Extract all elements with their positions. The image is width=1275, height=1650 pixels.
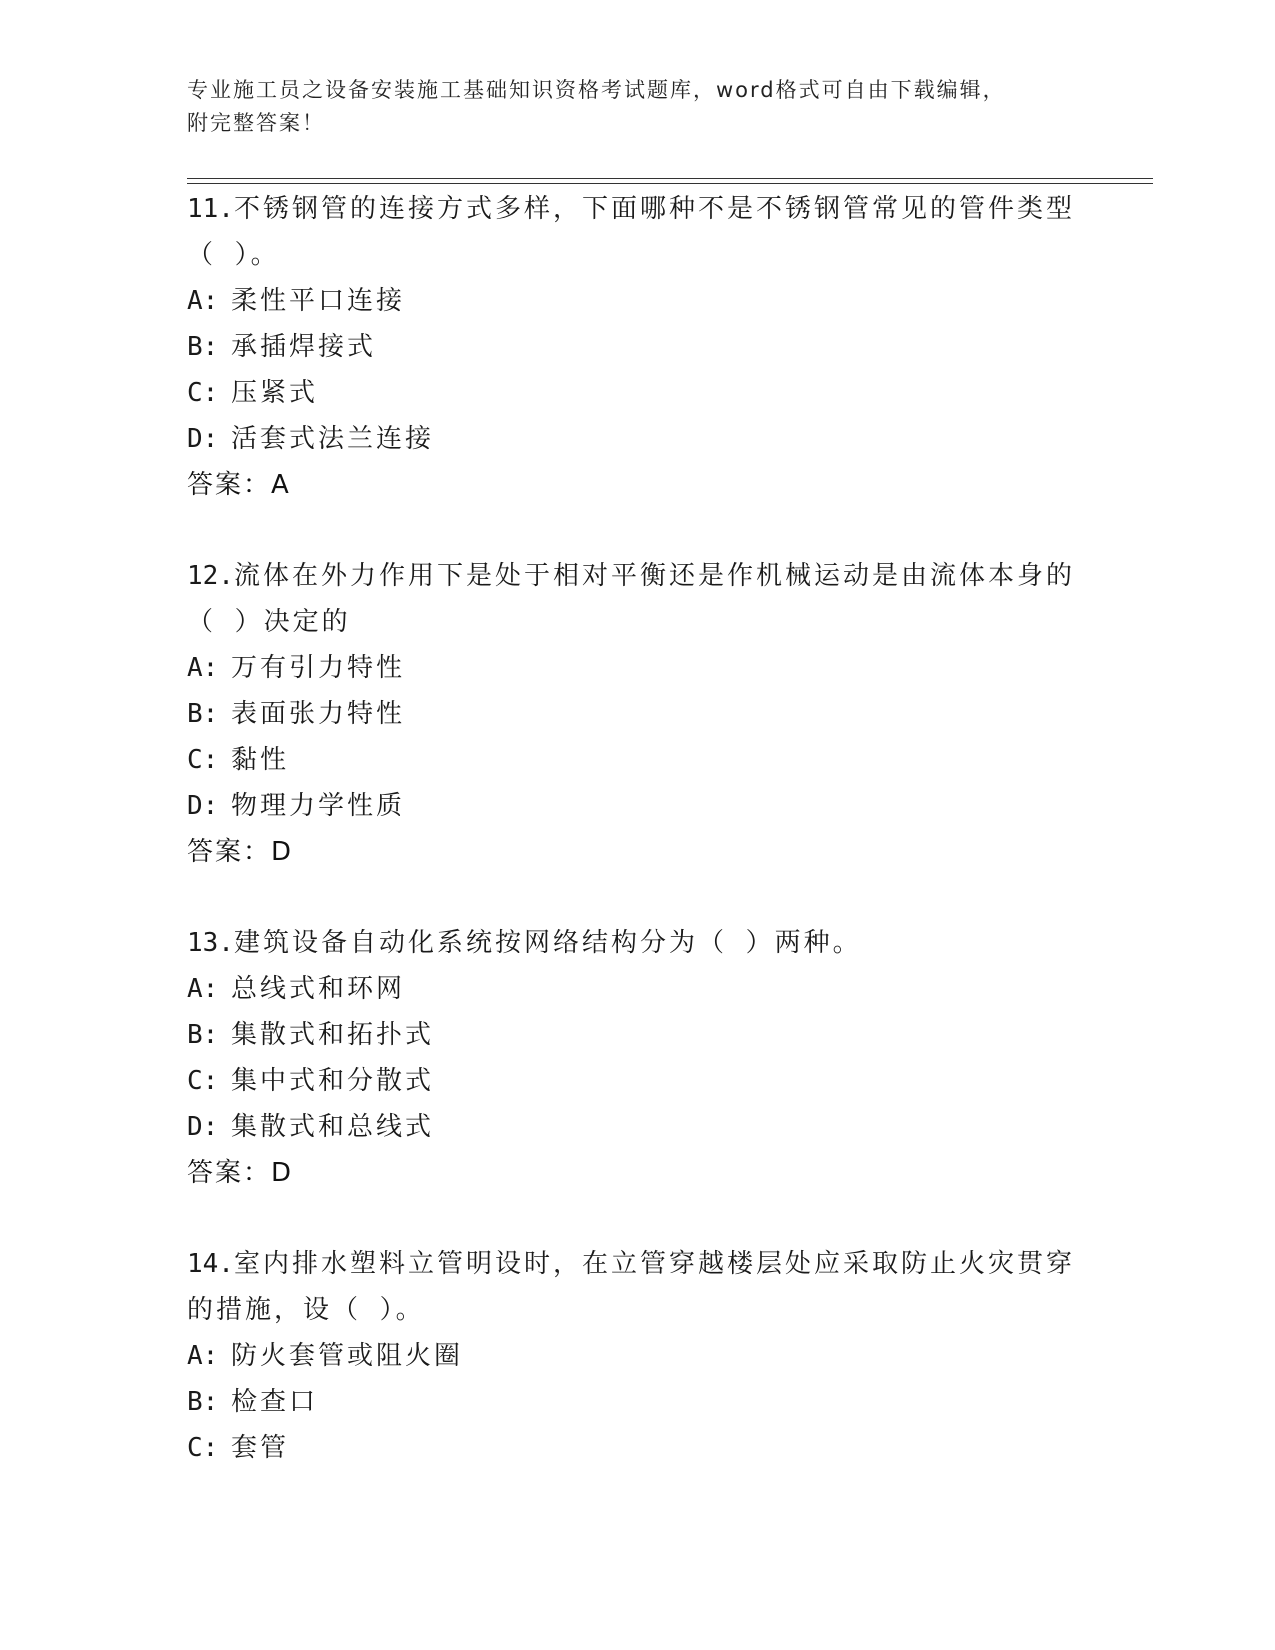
option-text: 集中式和分散式 xyxy=(231,1066,435,1096)
option-d xyxy=(187,783,1087,829)
option-key: A: xyxy=(187,653,219,683)
header-rule-bottom xyxy=(187,183,1153,184)
question-number: 13. xyxy=(187,928,234,958)
option-text: 压紧式 xyxy=(231,378,319,408)
option-key: D: xyxy=(187,424,219,454)
option-a xyxy=(187,645,1087,691)
option-text: 万有引力特性 xyxy=(231,653,406,683)
option-a xyxy=(187,1333,1087,1379)
question-text xyxy=(187,920,1087,966)
question-text xyxy=(187,1241,1087,1287)
question-list xyxy=(187,186,1087,1516)
option-text: 检查口 xyxy=(231,1387,319,1417)
header-line-1: 专业施工员之设备安装施工基础知识资格考试题库，word格式可自由下载编辑， xyxy=(187,78,1006,102)
question-number: 11. xyxy=(187,194,234,224)
option-key: C: xyxy=(187,745,219,775)
question-number: 14. xyxy=(187,1249,234,1279)
option-b xyxy=(187,1012,1087,1058)
option-key: C: xyxy=(187,1433,219,1463)
question-11 xyxy=(187,186,1087,508)
option-key: C: xyxy=(187,378,219,408)
option-text: 集散式和拓扑式 xyxy=(231,1020,435,1050)
option-key: D: xyxy=(187,1112,219,1142)
option-key: B: xyxy=(187,699,219,729)
option-text: 承插焊接式 xyxy=(231,332,377,362)
option-text: 黏性 xyxy=(231,745,290,775)
header-rule-top xyxy=(187,178,1153,179)
question-number: 12. xyxy=(187,561,234,591)
option-b xyxy=(187,324,1087,370)
question-text xyxy=(187,553,1087,599)
question-text-line-1: 建筑设备自动化系统按网络结构分为（ ）两种。 xyxy=(233,928,862,958)
answer-line: 答案：D xyxy=(187,837,294,867)
document-header xyxy=(187,74,1087,140)
option-key: B: xyxy=(187,1020,219,1050)
answer-line: 答案：A xyxy=(187,470,291,500)
question-text-line-2: （ ）决定的 xyxy=(187,607,351,637)
question-14 xyxy=(187,1241,1087,1471)
answer-line: 答案：D xyxy=(187,1158,294,1188)
option-key: A: xyxy=(187,974,219,1004)
option-text: 表面张力特性 xyxy=(231,699,406,729)
option-b xyxy=(187,1379,1087,1425)
option-text: 集散式和总线式 xyxy=(231,1112,435,1142)
option-c xyxy=(187,737,1087,783)
question-13 xyxy=(187,920,1087,1196)
question-text-line-2: （ ）。 xyxy=(187,240,280,270)
option-key: D: xyxy=(187,791,219,821)
option-c xyxy=(187,370,1087,416)
question-text-line-1: 流体在外力作用下是处于相对平衡还是作机械运动是由流体本身的 xyxy=(233,561,1075,591)
option-a xyxy=(187,966,1087,1012)
option-b xyxy=(187,691,1087,737)
option-text: 防火套管或阻火圈 xyxy=(231,1341,464,1371)
question-text-line-1: 室内排水塑料立管明设时，在立管穿越楼层处应采取防止火灾贯穿 xyxy=(233,1249,1075,1279)
option-d xyxy=(187,1104,1087,1150)
option-key: C: xyxy=(187,1066,219,1096)
option-text: 套管 xyxy=(231,1433,290,1463)
option-text: 物理力学性质 xyxy=(231,791,406,821)
question-text xyxy=(187,186,1087,232)
option-c xyxy=(187,1058,1087,1104)
option-c xyxy=(187,1425,1087,1471)
header-line-2: 附完整答案！ xyxy=(187,111,325,135)
option-key: B: xyxy=(187,1387,219,1417)
question-text-line-2: 的措施，设（ ）。 xyxy=(187,1295,425,1325)
option-key: A: xyxy=(187,1341,219,1371)
question-text-line-1: 不锈钢管的连接方式多样，下面哪种不是不锈钢管常见的管件类型 xyxy=(233,194,1075,224)
option-d xyxy=(187,416,1087,462)
option-a xyxy=(187,278,1087,324)
option-key: B: xyxy=(187,332,219,362)
option-text: 总线式和环网 xyxy=(231,974,406,1004)
option-key: A: xyxy=(187,286,219,316)
option-text: 柔性平口连接 xyxy=(231,286,406,316)
option-text: 活套式法兰连接 xyxy=(231,424,435,454)
question-12 xyxy=(187,553,1087,875)
